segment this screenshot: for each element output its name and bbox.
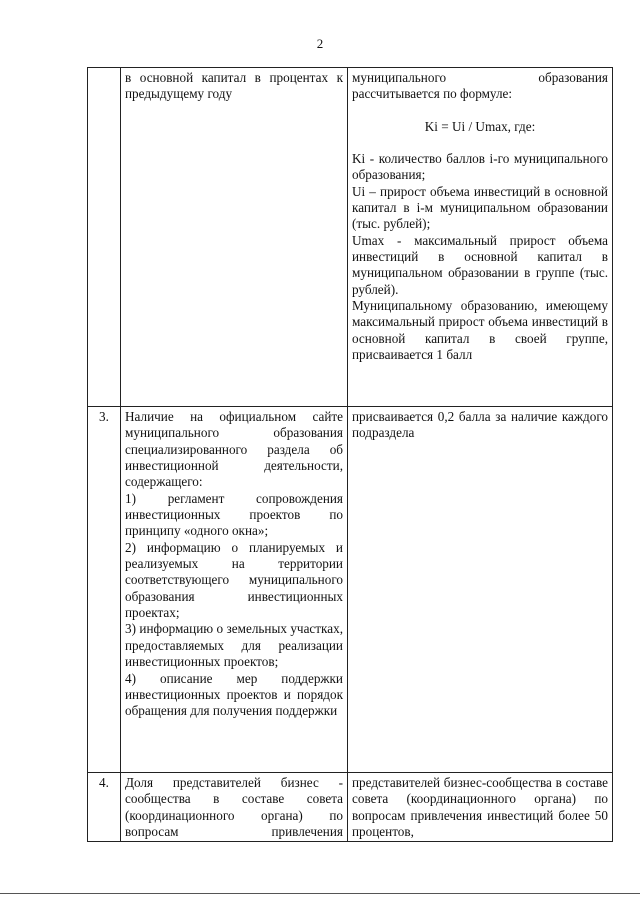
indicator-text: Доля представителей бизнес - сообщества в составе совета (координационного органа) по вопросам привлечения bbox=[125, 775, 343, 840]
method-text: представителей бизнес-сообщества в составе совета (координационного органа) по вопросам привлечения инвестиций более 50 процентов, bbox=[352, 775, 608, 840]
indicator-text: в основной капитал в процентах к предыдущему году bbox=[125, 70, 343, 102]
method-text: Ui – прирост объема инвестиций в основной капитал в i-м муниципальном образовании (тыс. рублей); bbox=[352, 183, 608, 232]
table-row bbox=[88, 68, 613, 407]
indicator-cell bbox=[121, 773, 348, 842]
indicator-list-item: 1) регламент сопровождения инвестиционных проектов по принципу «одного окна»; bbox=[125, 490, 343, 539]
indicator-list-item: 2) информацию о планируемых и реализуемых на территории соответствующего муниципального образования инвестиционных проектах; bbox=[125, 539, 343, 621]
method-cell bbox=[348, 68, 613, 407]
indicator-list-item: 3) информацию о земельных участках, предоставляемых для реализации инвестиционных проектов; bbox=[125, 621, 343, 670]
method-text: Ki - количество баллов i-го муниципального образования; bbox=[352, 151, 608, 183]
row-number-cell: 4. bbox=[88, 773, 121, 842]
scan-edge-line bbox=[0, 893, 640, 894]
indicator-cell bbox=[121, 407, 348, 773]
method-text: присваивается 0,2 балла за наличие каждого подраздела bbox=[352, 409, 608, 441]
indicator-text: Наличие на официальном сайте муниципального образования специализированного раздела об инвестиционной деятельности, содержащего: bbox=[125, 409, 343, 490]
method-cell bbox=[348, 407, 613, 773]
table-row bbox=[88, 773, 613, 842]
indicator-cell bbox=[121, 68, 348, 407]
table-row bbox=[88, 407, 613, 773]
indicator-list-item: 4) описание мер поддержки инвестиционных проектов и порядок обращения для получения поддержки bbox=[125, 670, 343, 719]
method-text: муниципального образования рассчитывается по формуле: bbox=[352, 70, 608, 102]
row-number-cell bbox=[88, 68, 121, 407]
formula: Ki = Ui / Umax, где: bbox=[424, 118, 536, 134]
criteria-table bbox=[87, 67, 613, 842]
method-text: Муниципальному образованию, имеющему максимальный прирост объема инвестиций в основной капитал в своей группе, присваивается 1 балл bbox=[352, 298, 608, 363]
page-number: 2 bbox=[316, 36, 324, 51]
method-text: Umax - максимальный прирост объема инвестиций в основной капитал в муниципальном образовании в группе (тыс. рублей). bbox=[352, 232, 608, 297]
row-number-cell: 3. bbox=[88, 407, 121, 773]
method-cell bbox=[348, 773, 613, 842]
